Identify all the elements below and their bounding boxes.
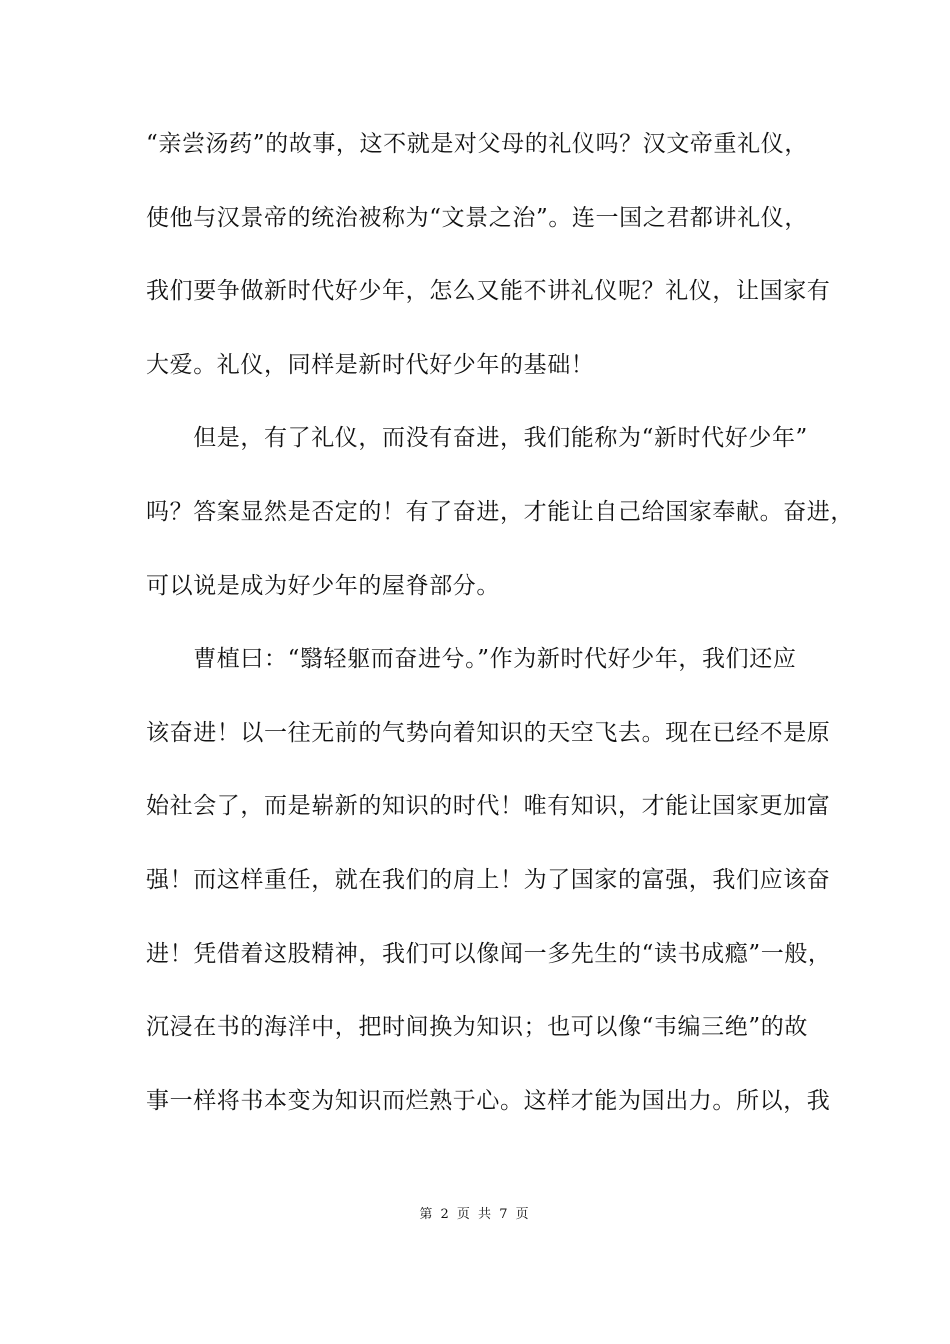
- text-line: 沉浸在书的海洋中，把时间换为知识；也可以像“韦编三绝”的故: [146, 1014, 808, 1041]
- text-line: “亲尝汤药”的故事，这不就是对父母的礼仪吗？汉文帝重礼仪，: [146, 131, 808, 157]
- text-line: 我们要争做新时代好少年，怎么又能不讲礼仪呢？礼仪，让国家有: [146, 278, 831, 305]
- text-line: 但是，有了礼仪，而没有奋进，我们能称为“新时代好少年”: [146, 425, 808, 452]
- text-line: 使他与汉景帝的统治被称为“文景之治”。连一国之君都讲礼仪，: [146, 204, 808, 231]
- text-line: 该奋进！以一往无前的气势向着知识的天空飞去。现在已经不是原: [146, 719, 831, 746]
- text-line: 大爱。礼仪，同样是新时代好少年的基础！: [146, 351, 595, 378]
- text-line: 强！而这样重任，就在我们的肩上！为了国家的富强，我们应该奋: [146, 866, 831, 893]
- text-line: 始社会了，而是崭新的知识的时代！唯有知识，才能让国家更加富: [146, 793, 831, 820]
- text-line: 曹植曰：“翳轻躯而奋进兮。”作为新时代好少年，我们还应: [146, 646, 797, 673]
- text-line: 可以说是成为好少年的屋脊部分。: [146, 572, 500, 599]
- text-line: 事一样将书本变为知识而烂熟于心。这样才能为国出力。所以，我: [146, 1087, 831, 1114]
- page-number-footer: 第 2 页 共 7 页: [419, 1207, 531, 1222]
- text-line: 进！凭借着这股精神，我们可以像闻一多先生的“读书成瘾”一般，: [146, 940, 832, 967]
- text-line: 吗？答案显然是否定的！有了奋进，才能让自己给国家奉献。奋进，: [146, 498, 854, 525]
- body-text: [146, 108, 854, 1138]
